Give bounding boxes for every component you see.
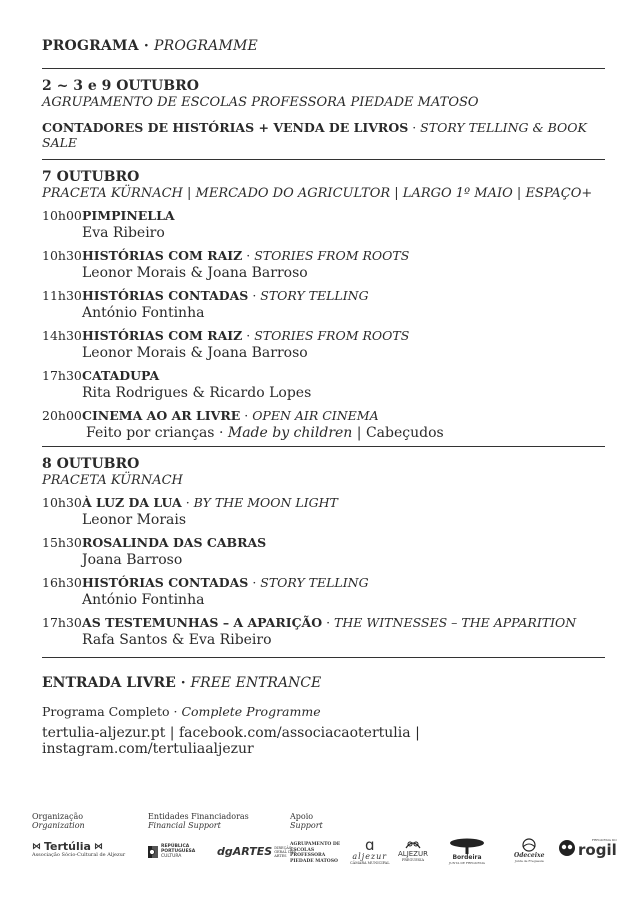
event-title-en: BY THE MOON LIGHT bbox=[193, 495, 338, 510]
section-school bbox=[42, 78, 605, 150]
dgartes-name: dgARTES bbox=[217, 845, 273, 858]
event-time: 10h00 bbox=[42, 208, 82, 223]
event-title: CATADUPA bbox=[82, 368, 160, 383]
programme-label-en: Complete Programme bbox=[181, 704, 321, 719]
event-item: 17h30 AS TESTEMUNHAS – A APARIÇÃO · THE WITNESSES – THE APPARITION Rafa Santos & Eva Ribeiro bbox=[42, 615, 605, 648]
event-title: PIMPINELLA bbox=[82, 208, 175, 223]
bordeira-sub: JUNTA DE FREGUESIA bbox=[449, 861, 485, 865]
event-item bbox=[42, 368, 605, 401]
republica-emblem-icon bbox=[148, 846, 158, 858]
rogil-sub: FREGUESIA DO bbox=[591, 838, 617, 842]
event-item: 11h30 HISTÓRIAS CONTADAS · STORY TELLING António Fontinha bbox=[42, 288, 605, 321]
section-venue: PRACETA KÜRNACH | MERCADO DO AGRICULTOR | LARGO 1º MAIO | ESPAÇO+ bbox=[42, 186, 593, 201]
section-venue: PRACETA KÜRNACH bbox=[42, 473, 183, 488]
link-sep: | bbox=[415, 725, 420, 741]
section-date: 2 ~ 3 e 9 OUTUBRO bbox=[42, 78, 199, 94]
bordeira-tree-icon bbox=[446, 838, 488, 854]
event-time: 14h30 bbox=[42, 328, 82, 343]
entry-label-en: FREE ENTRANCE bbox=[190, 675, 322, 691]
performers-pt: Feito por crianças bbox=[86, 425, 215, 441]
event-title: À LUZ DA LUA bbox=[82, 495, 182, 510]
divider bbox=[42, 159, 605, 160]
support-column bbox=[290, 812, 323, 830]
republica-text-2: PORTUGUESA bbox=[161, 849, 196, 854]
event-performers: Rita Rodrigues & Ricardo Lopes bbox=[82, 385, 312, 401]
event-time: 10h30 bbox=[42, 495, 82, 510]
header-sep: · bbox=[138, 38, 155, 54]
links-line bbox=[42, 725, 605, 757]
event-title-en: THE WITNESSES – THE APPARITION bbox=[334, 615, 577, 630]
dgartes-sub: DIREÇÃO-GERAL DAS ARTES bbox=[274, 845, 296, 858]
event-title: HISTÓRIAS COM RAIZ bbox=[82, 248, 243, 263]
republica-logo bbox=[148, 844, 195, 859]
event-time: 17h30 bbox=[42, 615, 82, 630]
divider bbox=[42, 68, 605, 69]
aljezur-emblem-icon bbox=[404, 838, 422, 850]
event-title: HISTÓRIAS COM RAIZ bbox=[82, 328, 243, 343]
org-label-en: Organization bbox=[32, 821, 85, 830]
performers-extra: | Cabeçudos bbox=[356, 425, 444, 441]
odeceixe-name: Odeceixe bbox=[514, 852, 545, 859]
funding-column bbox=[148, 812, 249, 830]
subtitle-en: STORY TELLING & BOOK SALE bbox=[42, 120, 587, 150]
support-label-en: Support bbox=[290, 821, 323, 830]
section-oct7 bbox=[42, 169, 605, 441]
website-link[interactable]: tertulia-aljezur.pt bbox=[42, 725, 166, 741]
divider bbox=[42, 446, 605, 447]
event-time: 11h30 bbox=[42, 288, 82, 303]
aljezur-caps-sub: FREGUESIA bbox=[401, 858, 425, 862]
event-performers: Leonor Morais & Joana Barroso bbox=[82, 265, 308, 281]
section-date: 7 OUTUBRO bbox=[42, 169, 140, 185]
tertulia-logo: ⋈ Tertúlia ⋈ Associação Sócio-Cultural de Aljezur bbox=[32, 840, 126, 858]
subtitle-pt: CONTADORES DE HISTÓRIAS + VENDA DE LIVROS bbox=[42, 120, 409, 135]
event-performers: Leonor Morais bbox=[82, 512, 187, 528]
event-time: 20h00 bbox=[42, 408, 82, 423]
fund-label: Entidades Financiadoras bbox=[148, 812, 249, 821]
event-performers: Leonor Morais & Joana Barroso bbox=[82, 345, 308, 361]
event-time: 10h30 bbox=[42, 248, 82, 263]
event-item bbox=[42, 208, 605, 241]
programme-page bbox=[42, 38, 605, 757]
tertulia-sub: Associação Sócio-Cultural de Aljezur bbox=[32, 852, 126, 858]
sponsors-footer bbox=[32, 812, 622, 882]
republica-text-3: CULTURA bbox=[161, 854, 182, 859]
section-oct8 bbox=[42, 456, 605, 648]
event-item: 14h30 HISTÓRIAS COM RAIZ · STORIES FROM ROOTS Leonor Morais & Joana Barroso bbox=[42, 328, 605, 361]
programme-info: Programa Completo · Complete Programme bbox=[42, 704, 321, 719]
event-time: 17h30 bbox=[42, 368, 82, 383]
event-title: CINEMA AO AR LIVRE bbox=[82, 408, 241, 423]
escolas-logo bbox=[290, 842, 344, 864]
header-title-en: PROGRAMME bbox=[154, 38, 258, 54]
aljezur-script-name: aljezur bbox=[352, 852, 388, 861]
event-item bbox=[42, 535, 605, 568]
rogil-logo bbox=[558, 838, 617, 857]
event-title: HISTÓRIAS CONTADAS bbox=[82, 575, 249, 590]
event-time: 15h30 bbox=[42, 535, 82, 550]
link-sep: | bbox=[169, 725, 175, 741]
org-label: Organização bbox=[32, 812, 84, 821]
aljezur-caps-name: ALJEZUR bbox=[398, 850, 428, 858]
aljezur-municipality-logo bbox=[350, 838, 390, 866]
facebook-link[interactable]: facebook.com/associacaotertulia bbox=[178, 725, 411, 741]
event-item: 10h30 HISTÓRIAS COM RAIZ · STORIES FROM ROOTS Leonor Morais & Joana Barroso bbox=[42, 248, 605, 281]
entry-info: ENTRADA LIVRE · FREE ENTRANCE bbox=[42, 675, 322, 691]
event-item: 16h30 HISTÓRIAS CONTADAS · STORY TELLING António Fontinha bbox=[42, 575, 605, 608]
rogil-name: rogil bbox=[578, 841, 617, 859]
republica-text-1: REPÚBLICA bbox=[161, 844, 190, 849]
event-performers: Feito por crianças · Made by children | Cabeçudos bbox=[86, 425, 444, 441]
support-label: Apoio bbox=[290, 812, 314, 821]
aljezur-script-sub: CÂMARA MUNICIPAL bbox=[350, 861, 390, 865]
event-title: HISTÓRIAS CONTADAS bbox=[82, 288, 249, 303]
event-title-en: STORY TELLING bbox=[260, 288, 369, 303]
section-venue: AGRUPAMENTO DE ESCOLAS PROFESSORA PIEDADE MATOSO bbox=[42, 95, 479, 110]
event-item: 10h30 À LUZ DA LUA · BY THE MOON LIGHT Leonor Morais bbox=[42, 495, 605, 528]
event-performers: Eva Ribeiro bbox=[82, 225, 165, 241]
event-title-en: STORIES FROM ROOTS bbox=[254, 328, 410, 343]
aljezur-parish-logo bbox=[398, 838, 428, 863]
odeceixe-logo bbox=[514, 838, 544, 864]
programme-label: Programa Completo bbox=[42, 704, 170, 719]
odeceixe-emblem-icon bbox=[518, 838, 540, 852]
event-performers: António Fontinha bbox=[82, 305, 205, 321]
rogil-owl-icon bbox=[558, 839, 576, 857]
performers-en: Made by children bbox=[227, 425, 353, 441]
event-title: ROSALINDA DAS CABRAS bbox=[82, 535, 267, 550]
event-performers: António Fontinha bbox=[82, 592, 205, 608]
event-title-en: STORY TELLING bbox=[260, 575, 369, 590]
bordeira-logo bbox=[446, 838, 488, 866]
section-subtitle: CONTADORES DE HISTÓRIAS + VENDA DE LIVROS · STORY TELLING & BOOK SALE bbox=[42, 120, 587, 150]
section-date: 8 OUTUBRO bbox=[42, 456, 140, 472]
entry-label: ENTRADA LIVRE bbox=[42, 675, 176, 691]
fund-label-en: Financial Support bbox=[148, 821, 221, 830]
event-title-en: STORIES FROM ROOTS bbox=[254, 248, 410, 263]
aljezur-a-icon: ɑ bbox=[365, 836, 375, 854]
bordeira-name: Bordeira bbox=[452, 854, 482, 861]
event-title: AS TESTEMUNHAS – A APARIÇÃO bbox=[82, 615, 323, 630]
event-title-en: OPEN AIR CINEMA bbox=[252, 408, 379, 423]
event-item: 20h00 CINEMA AO AR LIVRE · OPEN AIR CINEMA Feito por crianças · Made by children | Cabeçudos bbox=[42, 408, 605, 441]
instagram-link[interactable]: instagram.com/tertuliaaljezur bbox=[42, 741, 254, 757]
tertulia-name: Tertúlia bbox=[44, 840, 91, 853]
event-performers: Joana Barroso bbox=[82, 552, 183, 568]
header-title: PROGRAMA bbox=[42, 38, 139, 54]
event-time: 16h30 bbox=[42, 575, 82, 590]
organization-column bbox=[32, 812, 85, 830]
odeceixe-sub: Junta de Freguesia bbox=[514, 859, 544, 863]
divider bbox=[42, 657, 605, 658]
escolas-name: AGRUPAMENTO DE ESCOLAS PROFESSORA PIEDADE MATOSO bbox=[290, 842, 341, 864]
programme-header bbox=[42, 38, 605, 54]
event-performers: Rafa Santos & Eva Ribeiro bbox=[82, 632, 272, 648]
